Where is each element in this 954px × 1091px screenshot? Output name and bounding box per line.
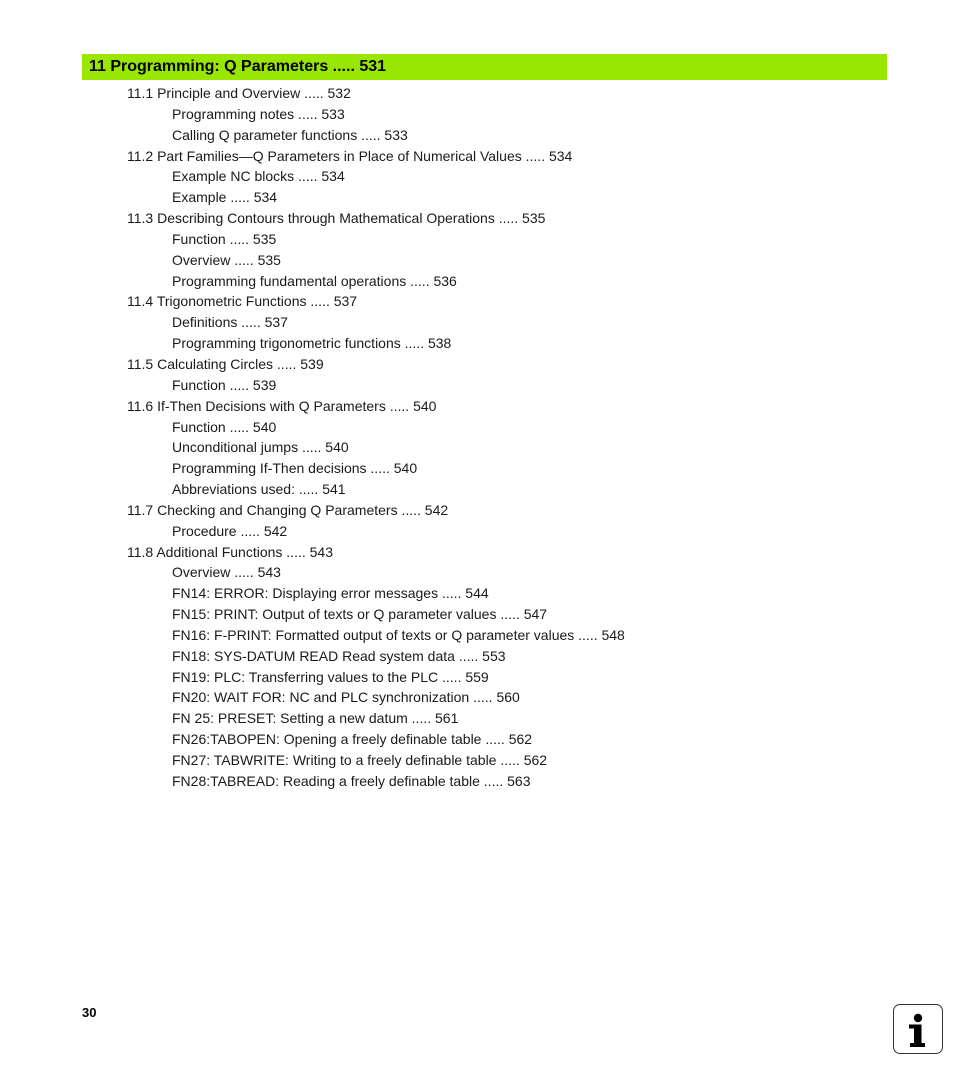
toc-subsection-entry[interactable]: FN18: SYS-DATUM READ Read system data ..... 553: [172, 647, 506, 664]
toc-subsection-entry[interactable]: FN26:TABOPEN: Opening a freely definable table ..... 562: [172, 731, 533, 748]
toc-subsection-entry[interactable]: Example NC blocks ..... 534: [172, 168, 345, 185]
chapter-heading[interactable]: [82, 54, 887, 80]
toc-subsection-entry[interactable]: Programming notes ..... 533: [172, 105, 345, 122]
table-of-contents: [0, 83, 954, 792]
toc-subsection-entry[interactable]: Function ..... 540: [172, 418, 277, 435]
toc-subsection-entry[interactable]: Calling Q parameter functions ..... 533: [172, 126, 408, 143]
toc-subsection-entry[interactable]: Programming If-Then decisions ..... 540: [172, 460, 418, 477]
info-glyph: [894, 1005, 941, 1052]
toc-section-entry[interactable]: 11.4 Trigonometric Functions ..... 537: [127, 293, 358, 310]
toc-subsection-entry[interactable]: FN15: PRINT: Output of texts or Q parameter values ..... 547: [172, 606, 548, 623]
toc-subsection-entry[interactable]: FN20: WAIT FOR: NC and PLC synchronization ..... 560: [172, 689, 520, 706]
toc-section-entry[interactable]: 11.6 If-Then Decisions with Q Parameters ..... 540: [127, 397, 437, 414]
toc-section-entry[interactable]: 11.1 Principle and Overview ..... 532: [127, 85, 351, 101]
toc-section-entry[interactable]: 11.2 Part Families—Q Parameters in Place of Numerical Values ..... 534: [127, 147, 573, 164]
toc-subsection-entry[interactable]: Example ..... 534: [172, 189, 278, 206]
toc-subsection-entry[interactable]: Programming trigonometric functions ..... 538: [172, 335, 452, 352]
toc-subsection-entry[interactable]: FN14: ERROR: Displaying error messages ..... 544: [172, 585, 489, 602]
toc-subsection-entry[interactable]: FN19: PLC: Transferring values to the PLC ..... 559: [172, 668, 489, 685]
toc-subsection-entry[interactable]: Abbreviations used: ..... 541: [172, 481, 346, 498]
chapter-title: 11 Programming: Q Parameters ..... 531: [89, 58, 387, 75]
toc-section-entry[interactable]: 11.7 Checking and Changing Q Parameters ..... 542: [127, 501, 449, 518]
toc-subsection-entry[interactable]: FN28:TABREAD: Reading a freely definable table ..... 563: [172, 772, 531, 789]
toc-subsection-entry[interactable]: Definitions ..... 537: [172, 314, 288, 331]
toc-subsection-entry[interactable]: Function ..... 535: [172, 230, 277, 247]
page-number: 30: [82, 1005, 97, 1020]
toc-section-entry[interactable]: 11.5 Calculating Circles ..... 539: [127, 355, 324, 372]
toc-subsection-entry[interactable]: Programming fundamental operations ..... 536: [172, 272, 457, 289]
toc-section-entry[interactable]: 11.8 Additional Functions ..... 543: [127, 543, 333, 560]
toc-subsection-entry[interactable]: FN 25: PRESET: Setting a new datum ..... 561: [172, 710, 459, 727]
toc-subsection-entry[interactable]: Overview ..... 543: [172, 564, 281, 581]
toc-subsection-entry[interactable]: Overview ..... 535: [172, 251, 281, 268]
toc-subsection-entry[interactable]: FN16: F-PRINT: Formatted output of texts or Q parameter values ..... 548: [172, 626, 625, 643]
toc-section-entry[interactable]: 11.3 Describing Contours through Mathematical Operations ..... 535: [127, 210, 546, 227]
toc-subsection-entry[interactable]: FN27: TABWRITE: Writing to a freely definable table ..... 562: [172, 752, 548, 768]
toc-subsection-entry[interactable]: Unconditional jumps ..... 540: [172, 439, 349, 456]
toc-subsection-entry[interactable]: Function ..... 539: [172, 376, 277, 393]
toc-subsection-entry[interactable]: Procedure ..... 542: [172, 522, 288, 539]
info-icon[interactable]: [893, 1004, 943, 1054]
